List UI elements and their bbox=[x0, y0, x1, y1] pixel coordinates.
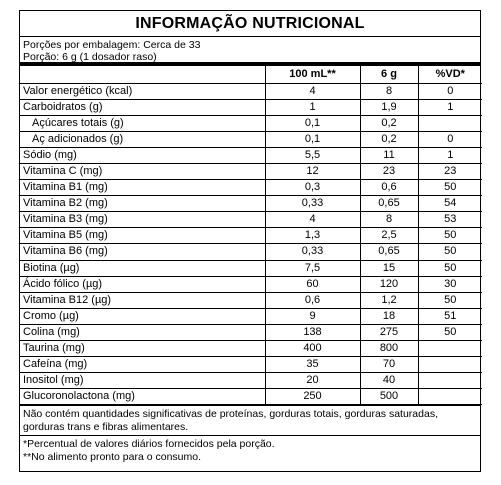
value-per-portion: 8 bbox=[360, 212, 418, 228]
table-row bbox=[20, 163, 482, 179]
nutrient-name: Carboidratos (g) bbox=[20, 99, 265, 115]
footnotes bbox=[20, 435, 480, 465]
table-row bbox=[20, 212, 482, 228]
value-per-100ml: 7,5 bbox=[265, 260, 360, 276]
nutrient-name: Vitamina B12 (µg) bbox=[20, 292, 265, 308]
nutrient-name: Vitamina B5 (mg) bbox=[20, 228, 265, 244]
nutrient-name: Inositol (mg) bbox=[20, 373, 265, 389]
value-daily-percent: 51 bbox=[418, 308, 482, 324]
portion-size: Porção: 6 g (1 dosador raso) bbox=[23, 51, 157, 63]
table-row bbox=[20, 373, 482, 389]
value-per-portion: 120 bbox=[360, 276, 418, 292]
value-daily-percent: 1 bbox=[418, 99, 482, 115]
value-per-portion: 0,65 bbox=[360, 244, 418, 260]
value-per-portion: 1,9 bbox=[360, 99, 418, 115]
table-row bbox=[20, 228, 482, 244]
nutrient-name: Glucoronolactona (mg) bbox=[20, 389, 265, 405]
nutrient-name: Vitamina B6 (mg) bbox=[20, 244, 265, 260]
table-row bbox=[20, 276, 482, 292]
nutrient-name: Açúcares totais (g) bbox=[20, 115, 265, 131]
value-per-100ml: 0,6 bbox=[265, 292, 360, 308]
table-row bbox=[20, 260, 482, 276]
table-row bbox=[20, 389, 482, 405]
label-title: INFORMAÇÃO NUTRICIONAL bbox=[20, 11, 480, 37]
table-row bbox=[20, 131, 482, 147]
nutrient-name: Aç adicionados (g) bbox=[20, 131, 265, 147]
table-body bbox=[20, 83, 482, 405]
nutrient-name: Cromo (µg) bbox=[20, 308, 265, 324]
table-row bbox=[20, 196, 482, 212]
value-per-100ml: 400 bbox=[265, 341, 360, 357]
value-per-100ml: 35 bbox=[265, 357, 360, 373]
value-per-portion: 40 bbox=[360, 373, 418, 389]
value-daily-percent: 50 bbox=[418, 260, 482, 276]
value-daily-percent: 50 bbox=[418, 244, 482, 260]
value-per-portion: 800 bbox=[360, 341, 418, 357]
value-daily-percent: 50 bbox=[418, 228, 482, 244]
value-per-portion: 275 bbox=[360, 324, 418, 340]
value-per-portion: 8 bbox=[360, 83, 418, 99]
value-per-100ml: 1,3 bbox=[265, 228, 360, 244]
value-per-portion: 0,2 bbox=[360, 131, 418, 147]
value-daily-percent: 50 bbox=[418, 324, 482, 340]
nutrient-name: Sódio (mg) bbox=[20, 147, 265, 163]
value-per-100ml: 250 bbox=[265, 389, 360, 405]
value-per-100ml: 0,1 bbox=[265, 115, 360, 131]
portion-info bbox=[20, 37, 480, 62]
table-row bbox=[20, 115, 482, 131]
header-daily-value: %VD* bbox=[418, 66, 482, 83]
value-per-100ml: 9 bbox=[265, 308, 360, 324]
table-row bbox=[20, 99, 482, 115]
value-per-portion: 18 bbox=[360, 308, 418, 324]
value-per-100ml: 4 bbox=[265, 83, 360, 99]
nutrition-label bbox=[19, 10, 481, 472]
table-header-row bbox=[20, 66, 482, 83]
value-daily-percent: 0 bbox=[418, 131, 482, 147]
nutrient-name: Ácido fólico (µg) bbox=[20, 276, 265, 292]
nutrient-name: Colina (mg) bbox=[20, 324, 265, 340]
header-per-portion: 6 g bbox=[360, 66, 418, 83]
value-daily-percent: 30 bbox=[418, 276, 482, 292]
table-row bbox=[20, 341, 482, 357]
footnote-daily-value: *Percentual de valores diários fornecidos pela porção. bbox=[23, 438, 275, 451]
nutrient-name: Vitamina B3 (mg) bbox=[20, 212, 265, 228]
footnote-not-significant: Não contém quantidades significativas de proteínas, gorduras totais, gorduras saturadas, gorduras trans e fibras alimentares. bbox=[20, 405, 480, 435]
value-daily-percent bbox=[418, 373, 482, 389]
value-daily-percent bbox=[418, 115, 482, 131]
portions-per-package: Porções por embalagem: Cerca de 33 bbox=[23, 39, 201, 51]
value-per-100ml: 0,33 bbox=[265, 244, 360, 260]
nutrient-name: Biotina (µg) bbox=[20, 260, 265, 276]
value-per-100ml: 20 bbox=[265, 373, 360, 389]
nutrient-name: Vitamina B2 (mg) bbox=[20, 196, 265, 212]
value-daily-percent: 23 bbox=[418, 163, 482, 179]
value-daily-percent: 50 bbox=[418, 180, 482, 196]
value-per-portion: 0,6 bbox=[360, 180, 418, 196]
nutrient-name: Valor energético (kcal) bbox=[20, 83, 265, 99]
value-per-portion: 11 bbox=[360, 147, 418, 163]
table-row bbox=[20, 244, 482, 260]
table-row bbox=[20, 83, 482, 99]
value-per-100ml: 5,5 bbox=[265, 147, 360, 163]
nutrient-name: Cafeína (mg) bbox=[20, 357, 265, 373]
value-per-portion: 500 bbox=[360, 389, 418, 405]
value-per-portion: 0,65 bbox=[360, 196, 418, 212]
value-daily-percent bbox=[418, 357, 482, 373]
nutrition-table bbox=[20, 66, 482, 405]
table-row bbox=[20, 357, 482, 373]
value-daily-percent: 1 bbox=[418, 147, 482, 163]
nutrient-name: Vitamina C (mg) bbox=[20, 163, 265, 179]
value-per-portion: 23 bbox=[360, 163, 418, 179]
value-per-portion: 70 bbox=[360, 357, 418, 373]
value-daily-percent bbox=[418, 389, 482, 405]
value-per-100ml: 60 bbox=[265, 276, 360, 292]
value-per-100ml: 1 bbox=[265, 99, 360, 115]
value-per-100ml: 0,1 bbox=[265, 131, 360, 147]
table-row bbox=[20, 180, 482, 196]
value-daily-percent: 54 bbox=[418, 196, 482, 212]
value-per-100ml: 12 bbox=[265, 163, 360, 179]
value-per-portion: 2,5 bbox=[360, 228, 418, 244]
value-per-100ml: 4 bbox=[265, 212, 360, 228]
nutrient-name: Taurina (mg) bbox=[20, 341, 265, 357]
header-nutrient bbox=[20, 66, 265, 83]
table-row bbox=[20, 147, 482, 163]
value-per-portion: 0,2 bbox=[360, 115, 418, 131]
table-row bbox=[20, 292, 482, 308]
value-daily-percent: 53 bbox=[418, 212, 482, 228]
table-row bbox=[20, 324, 482, 340]
value-per-100ml: 138 bbox=[265, 324, 360, 340]
header-per-100ml: 100 mL** bbox=[265, 66, 360, 83]
value-per-portion: 15 bbox=[360, 260, 418, 276]
value-per-portion: 1,2 bbox=[360, 292, 418, 308]
table-row bbox=[20, 308, 482, 324]
value-daily-percent: 50 bbox=[418, 292, 482, 308]
value-daily-percent: 0 bbox=[418, 83, 482, 99]
value-per-100ml: 0,3 bbox=[265, 180, 360, 196]
value-daily-percent bbox=[418, 341, 482, 357]
footnote-ready-to-drink: **No alimento pronto para o consumo. bbox=[23, 450, 202, 463]
value-per-100ml: 0,33 bbox=[265, 196, 360, 212]
nutrient-name: Vitamina B1 (mg) bbox=[20, 180, 265, 196]
